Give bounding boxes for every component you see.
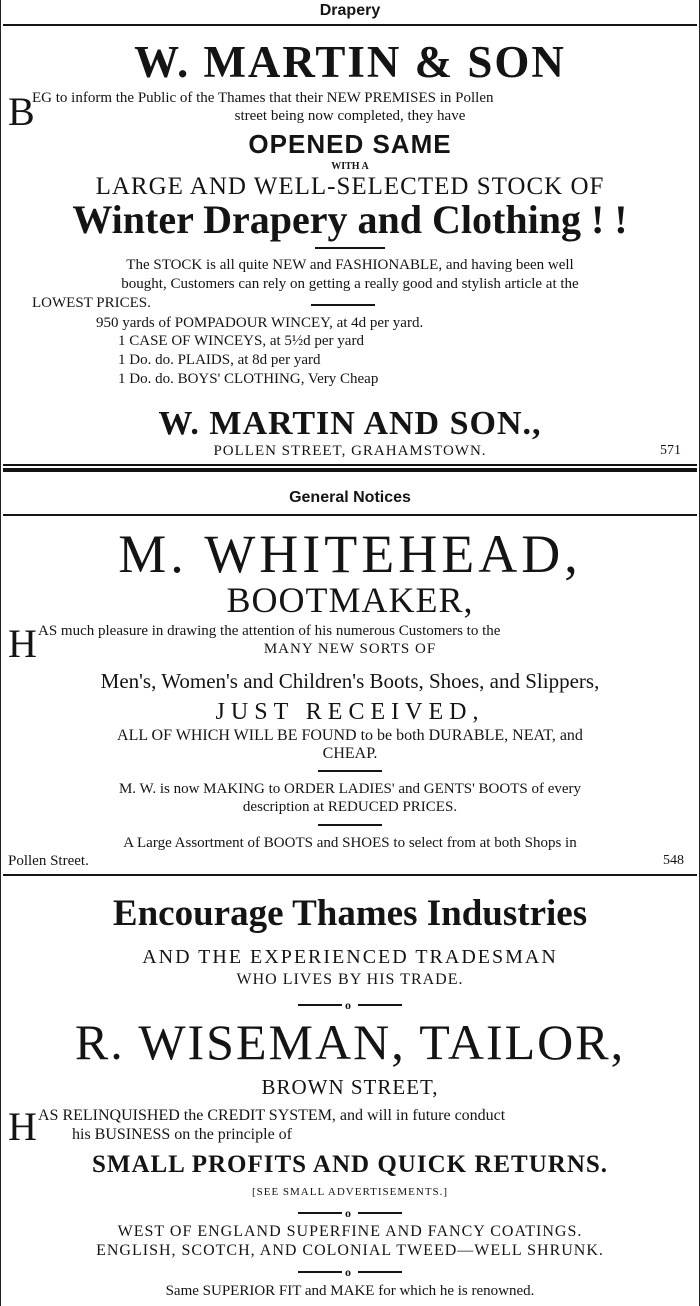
see-small-ads-text: [SEE SMALL ADVERTISEMENTS.] [251, 1186, 449, 1198]
ornament-divider [298, 1265, 402, 1279]
just-received-heading: JUST RECEIVED, [215, 699, 485, 725]
short-rule [315, 247, 385, 249]
whitehead-text: MANY NEW SORTS OF [263, 641, 437, 657]
short-rule [318, 770, 382, 772]
stock-item: 950 yards of POMPADOUR WINCEY, at 4d per yard. [96, 315, 424, 331]
whitehead-text: AS much pleasure in drawing the attention of his numerous Customers to the [38, 623, 501, 639]
wiseman-text: AS RELINQUISHED the CREDIT SYSTEM, and will in future conduct [38, 1107, 506, 1124]
street-text: BROWN STREET, [261, 1075, 439, 1099]
ornament-divider [298, 1206, 402, 1220]
section-divider [3, 464, 697, 466]
stock-item: 1 CASE OF WINCEYS, at 5½d per yard [118, 333, 364, 349]
assortment-text: Pollen Street. [8, 853, 89, 869]
order-text: description at REDUCED PRICES. [242, 799, 458, 815]
drop-cap: B [8, 89, 35, 134]
drop-cap: H [8, 1104, 37, 1149]
stock-item: 1 Do. do. PLAIDS, at 8d per yard [118, 352, 321, 368]
whitehead-text: ALL OF WHICH WILL BE FOUND to be both DURABLE, NEAT, and [117, 727, 583, 744]
ornament-rule [298, 1271, 342, 1273]
ornament-rule [358, 1212, 402, 1214]
ornament-glyph: o [345, 998, 351, 1012]
signature-heading: W. MARTIN AND SON., [158, 405, 542, 442]
section-divider [3, 468, 697, 472]
stock-text: The STOCK is all quite NEW and FASHIONABLE, and having been well [126, 257, 574, 273]
ornament-glyph: o [345, 1265, 351, 1279]
short-rule [318, 824, 382, 826]
with-a-text: WITH A [331, 161, 369, 172]
short-rule [311, 304, 375, 306]
wiseman-name-heading: R. WISEMAN, TAILOR, [74, 1014, 626, 1070]
stock-text: bought, Customers can rely on getting a really good and stylish article at the [121, 276, 579, 292]
encourage-headline: Encourage Thames Industries [112, 893, 588, 934]
ad-number: 571 [660, 443, 681, 458]
large-stock-heading: LARGE AND WELL-SELECTED STOCK OF [95, 173, 605, 200]
ornament-rule [298, 1004, 342, 1006]
opened-same-heading: OPENED SAME [248, 129, 452, 159]
whitehead-name-heading: M. WHITEHEAD, [118, 524, 582, 584]
bootmaker-heading: BOOTMAKER, [226, 580, 474, 620]
section-label-general-notices: General Notices [289, 489, 411, 506]
assortment-text: A Large Assortment of BOOTS and SHOES to select from at both Shops in [123, 835, 577, 851]
slogan-heading: SMALL PROFITS AND QUICK RETURNS. [91, 1151, 609, 1178]
section-rule [3, 514, 697, 516]
stock-text: LOWEST PRICES. [32, 295, 151, 311]
intro-line: EG to inform the Public of the Thames that their NEW PREMISES in Pollen [32, 90, 494, 106]
tradesman-subhead: AND THE EXPERIENCED TRADESMAN [142, 946, 558, 968]
ornament-rule [358, 1004, 402, 1006]
ornament-rule [298, 1212, 342, 1214]
tradesman-subhead: WHO LIVES BY HIS TRADE. [236, 971, 464, 988]
section-rule [3, 24, 697, 26]
fit-line: Same SUPERIOR FIT and MAKE for which he is renowned. [165, 1283, 535, 1299]
winter-drapery-heading: Winter Drapery and Clothing ! ! [72, 197, 628, 242]
section-label-drapery: Drapery [319, 2, 381, 19]
coatings-text: WEST OF ENGLAND SUPERFINE AND FANCY COATINGS. [117, 1223, 583, 1240]
ad-number: 548 [663, 853, 684, 868]
firm-heading: W. MARTIN & SON [134, 37, 566, 87]
ornament-rule [358, 1271, 402, 1273]
order-text: M. W. is now MAKING to ORDER LADIES' and GENTS' BOOTS of every [118, 781, 582, 797]
stock-item: 1 Do. do. BOYS' CLOTHING, Very Cheap [118, 371, 379, 387]
whitehead-text: CHEAP. [322, 745, 378, 762]
wiseman-text: his BUSINESS on the principle of [72, 1126, 292, 1143]
goods-line: Men's, Women's and Children's Boots, Shoes, and Slippers, [100, 669, 600, 693]
tweed-text: ENGLISH, SCOTCH, AND COLONIAL TWEED—WELL SHRUNK. [96, 1242, 604, 1259]
ad-divider [3, 874, 697, 876]
ornament-divider [298, 998, 402, 1012]
intro-line: street being now completed, they have [234, 108, 466, 124]
ornament-glyph: o [345, 1206, 351, 1220]
address-text: POLLEN STREET, GRAHAMSTOWN. [213, 443, 487, 459]
drop-cap: H [8, 621, 37, 666]
